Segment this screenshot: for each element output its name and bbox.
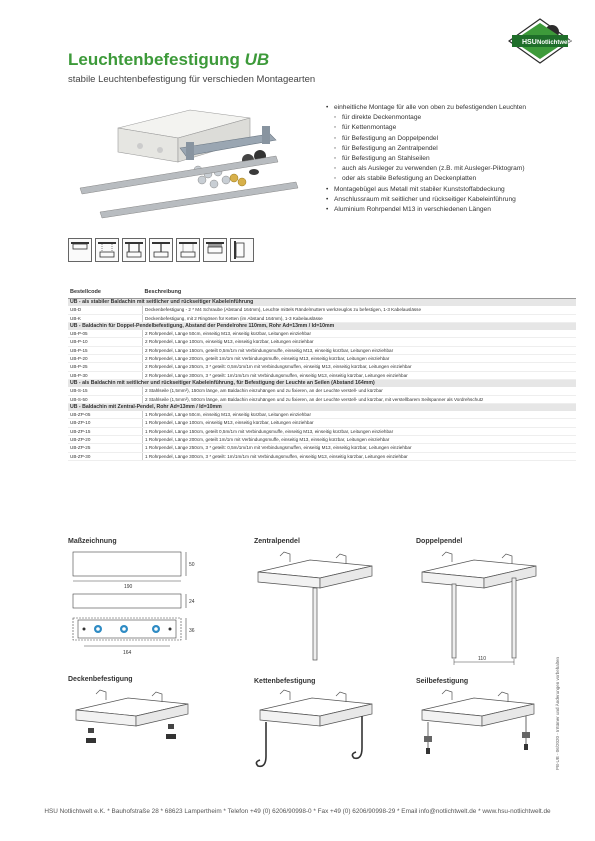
table-row [68,411,576,419]
feature-text: oder als stabile Befestigung an Deckenplatten [342,175,477,183]
order-code: UB-ZP-25 [68,444,143,452]
table-row [68,306,576,314]
order-description: 2 Stahlseile (1,5mm²), 500cm länge, am Baldachin einzuhängen und zu fixieren, an der Leuchte verstell- und kürzbar, mit verstellbarem Seilspanner als Vordrehschutz [143,395,577,403]
table-row [68,419,576,427]
dim-164: 164 [123,650,132,656]
zentralpendel-icon [149,238,173,262]
feature-text: auch als Ausleger zu verwenden (z.B. mit Ausleger-Piktogram) [342,165,525,173]
order-description: 1 Rohrpendel, Länge 200cm, geteilt 1m/1m mit Verbindungsmuffe, einseitig M13, einseitig kürzbar, Leitungen einziehbar [143,436,577,444]
feature-item [326,185,588,195]
bullet-icon: • [326,195,329,203]
order-description: 2 Rohrpendel, Länge 200cm, geteilt 1m/1m mit Verbindungsmuffe, einseitig M13, einseitig kürzbar, Leitungen einziehbar [143,355,577,363]
feature-text: für Befestigung an Doppelpendel [342,134,439,142]
order-code: UB-ZP-05 [68,411,143,419]
dim-36: 36 [189,628,195,634]
footer-address: HSU Notlichtwelt e.K. * Bauhofstraße 28 * 68623 Lampertheim * Telefon +49 (0) 6206/90998-0 * Fax +49 (0) 6206/90998-29 * Email info@notlichtwelt.de * www.hsu-notlichtwelt.de [44,808,551,815]
logo-sub-text: Notlichtwelt [537,40,571,46]
table-section-header [68,379,576,387]
side-note: PB-UB - 06/2020 - Irrtümer und Änderungen vorbehalten [555,656,560,770]
order-description: 2 Rohrpendel, Länge 250cm, 3 * geteilt: 0,5m/1m/1m mit Verbindungsmuffen, einseitig M13, einseitig kürzbar, Leitungen einziehbar [143,363,577,371]
bullet-icon: ◦ [334,124,337,132]
product-photo [70,100,310,230]
page-title [68,50,269,70]
decke-icon [68,238,92,262]
heading-doppelpendel: Doppelpendel [416,538,463,545]
feature-text: für direkte Deckenmontage [342,114,422,122]
order-code: UB-ZP-15 [68,427,143,435]
order-code: UB-P-25 [68,363,143,371]
order-code: UB-ZP-10 [68,419,143,427]
feature-item [326,195,588,205]
col-code: Bestellcode [68,288,143,299]
mounting-icons [68,238,254,262]
kette-icon [95,238,119,262]
order-description: Deckenbefestigung, mit 2 Ringösen für Ketten (im Abstand 164mm), 1-3 Kabelauslässe [143,314,577,322]
heading-kettenbefestigung: Kettenbefestigung [254,678,316,685]
order-code: UB-P-10 [68,338,143,346]
heading-masszeichnung: Maßzeichnung [68,538,117,545]
order-code: UB-S-50 [68,395,143,403]
feature-subitem [326,113,588,123]
feature-subitem [326,134,588,144]
table-row [68,355,576,363]
feature-text: einheitliche Montage für alle von oben zu befestigenden Leuchten [334,104,527,111]
feature-text: Montagebügel aus Metall mit stabiler Kunststoffabdeckung [334,185,505,193]
title-main: Leuchtenbefestigung [68,50,240,69]
doppelpendel-drawing [412,548,550,670]
order-code: UB-P-30 [68,371,143,379]
table-row [68,346,576,354]
feature-subitem [326,144,588,154]
table-row [68,427,576,435]
section-title: UB - Baldachin für Doppel-Pendelbefestigung, Abstand der Pendelrohre 110mm, Rohr Ad=13mm / Id=10mm [68,322,576,330]
feature-subitem [326,123,588,133]
seil-icon [176,238,200,262]
order-description: 1 Rohrpendel, Länge 100cm, einseitig M13, einseitig kürzbar, Leitungen einziehbar [143,419,577,427]
table-section-header [68,322,576,330]
bullet-icon: • [326,185,329,193]
title-accent: UB [244,50,270,69]
section-title: UB - Baldachin mit Zentral-Pendel, Rohr Ad=13mm / Id=10mm [68,403,576,411]
table-row [68,338,576,346]
zentralpendel-drawing [250,548,380,666]
table-section-header [68,403,576,411]
heading-deckenbefestigung: Deckenbefestigung [68,676,133,683]
order-code: UB-K [68,314,143,322]
feature-list [326,103,588,215]
col-desc: Beschreibung [143,288,577,299]
table-row [68,444,576,452]
order-code: UB-D [68,306,143,314]
table-row [68,330,576,338]
dim-24: 24 [189,599,195,605]
order-code: UB-ZP-30 [68,452,143,460]
table-section-header [68,299,576,307]
order-description: 1 Rohrpendel, Länge 300cm, 3 * geteilt: 1m/1m/1m mit Verbindungsmuffen, einseitig M13, einseitig kürzbar, Leitungen einziehbar [143,452,577,460]
table-row [68,436,576,444]
order-table [68,288,576,461]
table-row [68,452,576,460]
order-code: UB-ZP-20 [68,436,143,444]
feature-subitem [326,174,588,184]
order-code: UB-P-20 [68,355,143,363]
seilbefestigung-drawing [414,686,542,762]
bullet-icon: ◦ [334,155,337,163]
heading-zentralpendel: Zentralpendel [254,538,300,545]
order-description: 1 Rohrpendel, Länge 150cm, geteilt 0,5m/1m mit Verbindungsmuffe, einseitig M13, einseitig kürzbar, Leitungen einziehbar [143,427,577,435]
feature-item [326,103,588,113]
deckenplatte-icon [230,238,254,262]
feature-item [326,205,588,215]
dim-110: 110 [478,656,486,662]
table-row [68,363,576,371]
table-row [68,387,576,395]
order-description: 2 Rohrpendel, Länge 50cm, einseitig M13, einseitig kürzbar, Leitungen einziehbar [143,330,577,338]
dimension-drawing [68,548,203,664]
logo-hsu-text: HSU [522,39,537,46]
order-code: UB-P-15 [68,346,143,354]
feature-text: Aluminium Rohrpendel M13 in verschiedenen Längen [334,206,491,214]
feature-subitem [326,154,588,164]
section-title: UB - als stabiler Baldachin mit seitlicher und rückseitiger Kabeleinführung [68,299,576,307]
order-description: 2 Rohrpendel, Länge 150cm, geteilt 0,5m/1m mit Verbindungsmuffe, einseitig M13, einseitig kürzbar, Leitungen einziehbar [143,346,577,354]
feature-text: für Befestigung an Zentralpendel [342,144,438,152]
heading-seilbefestigung: Seilbefestigung [416,678,469,685]
order-code: UB-P-05 [68,330,143,338]
feature-text: Anschlussraum mit seitlicher und rückseitiger Kabeleinführung [334,195,516,203]
section-title: UB - als Baldachin mit seitlicher und rückseitiger Kabeleinführung, für Befestigung der Leuchte an Seilen (Abstand 164mm) [68,379,576,387]
page-subtitle: stabile Leuchtenbefestigung für verschieden Montagearten [68,74,316,85]
order-description: 1 Rohrpendel, Länge 50cm, einseitig M13, einseitig kürzbar, Leitungen einziehbar [143,411,577,419]
bullet-icon: ◦ [334,134,337,142]
bullet-icon: • [326,206,329,214]
hsu-logo [508,18,572,64]
kettenbefestigung-drawing [252,686,380,782]
bullet-icon: ◦ [334,114,337,122]
feature-text: für Befestigung an Stahlseilen [342,155,430,163]
order-description: 2 Rohrpendel, Länge 300cm, 3 * geteilt: 1m/1m/1m mit Verbindungsmuffen, einseitig M13, einseitig kürzbar, Leitungen einziehbar [143,371,577,379]
bullet-icon: ◦ [334,144,337,152]
ausleger-icon [203,238,227,262]
order-description: 1 Rohrpendel, Länge 250cm, 3 * geteilt: 0,5m/1m/1m mit Verbindungsmuffen, einseitig M13, einseitig kürzbar, Leitungen einziehbar [143,444,577,452]
feature-text: für Kettenmontage [342,124,397,132]
table-row [68,371,576,379]
order-description: 2 Rohrpendel, Länge 100cm, einseitig M13, einseitig kürzbar, Leitungen einziehbar [143,338,577,346]
dim-190: 190 [124,584,133,590]
bullet-icon: ◦ [334,165,337,173]
order-code: UB-S-15 [68,387,143,395]
deckenbefestigung-drawing [68,686,196,748]
bullet-icon: • [326,104,329,111]
order-description: Deckenbefestigung - 2 * M4 Schraube (Abstand 164mm), Leuchte mittels Rändelmuttern werkzeuglos zu befestigen, 1-3 Kabelauslässe [143,306,577,314]
dim-50: 50 [189,562,195,568]
doppelpendel-icon [122,238,146,262]
table-row [68,314,576,322]
table-row [68,395,576,403]
feature-subitem [326,164,588,174]
bullet-icon: ◦ [334,175,337,183]
order-description: 2 Stahlseile (1,5mm²), 150cm länge, am Baldachin einzuhängen und zu fixieren, an der Leuchte verstell- und kürzbar [143,387,577,395]
